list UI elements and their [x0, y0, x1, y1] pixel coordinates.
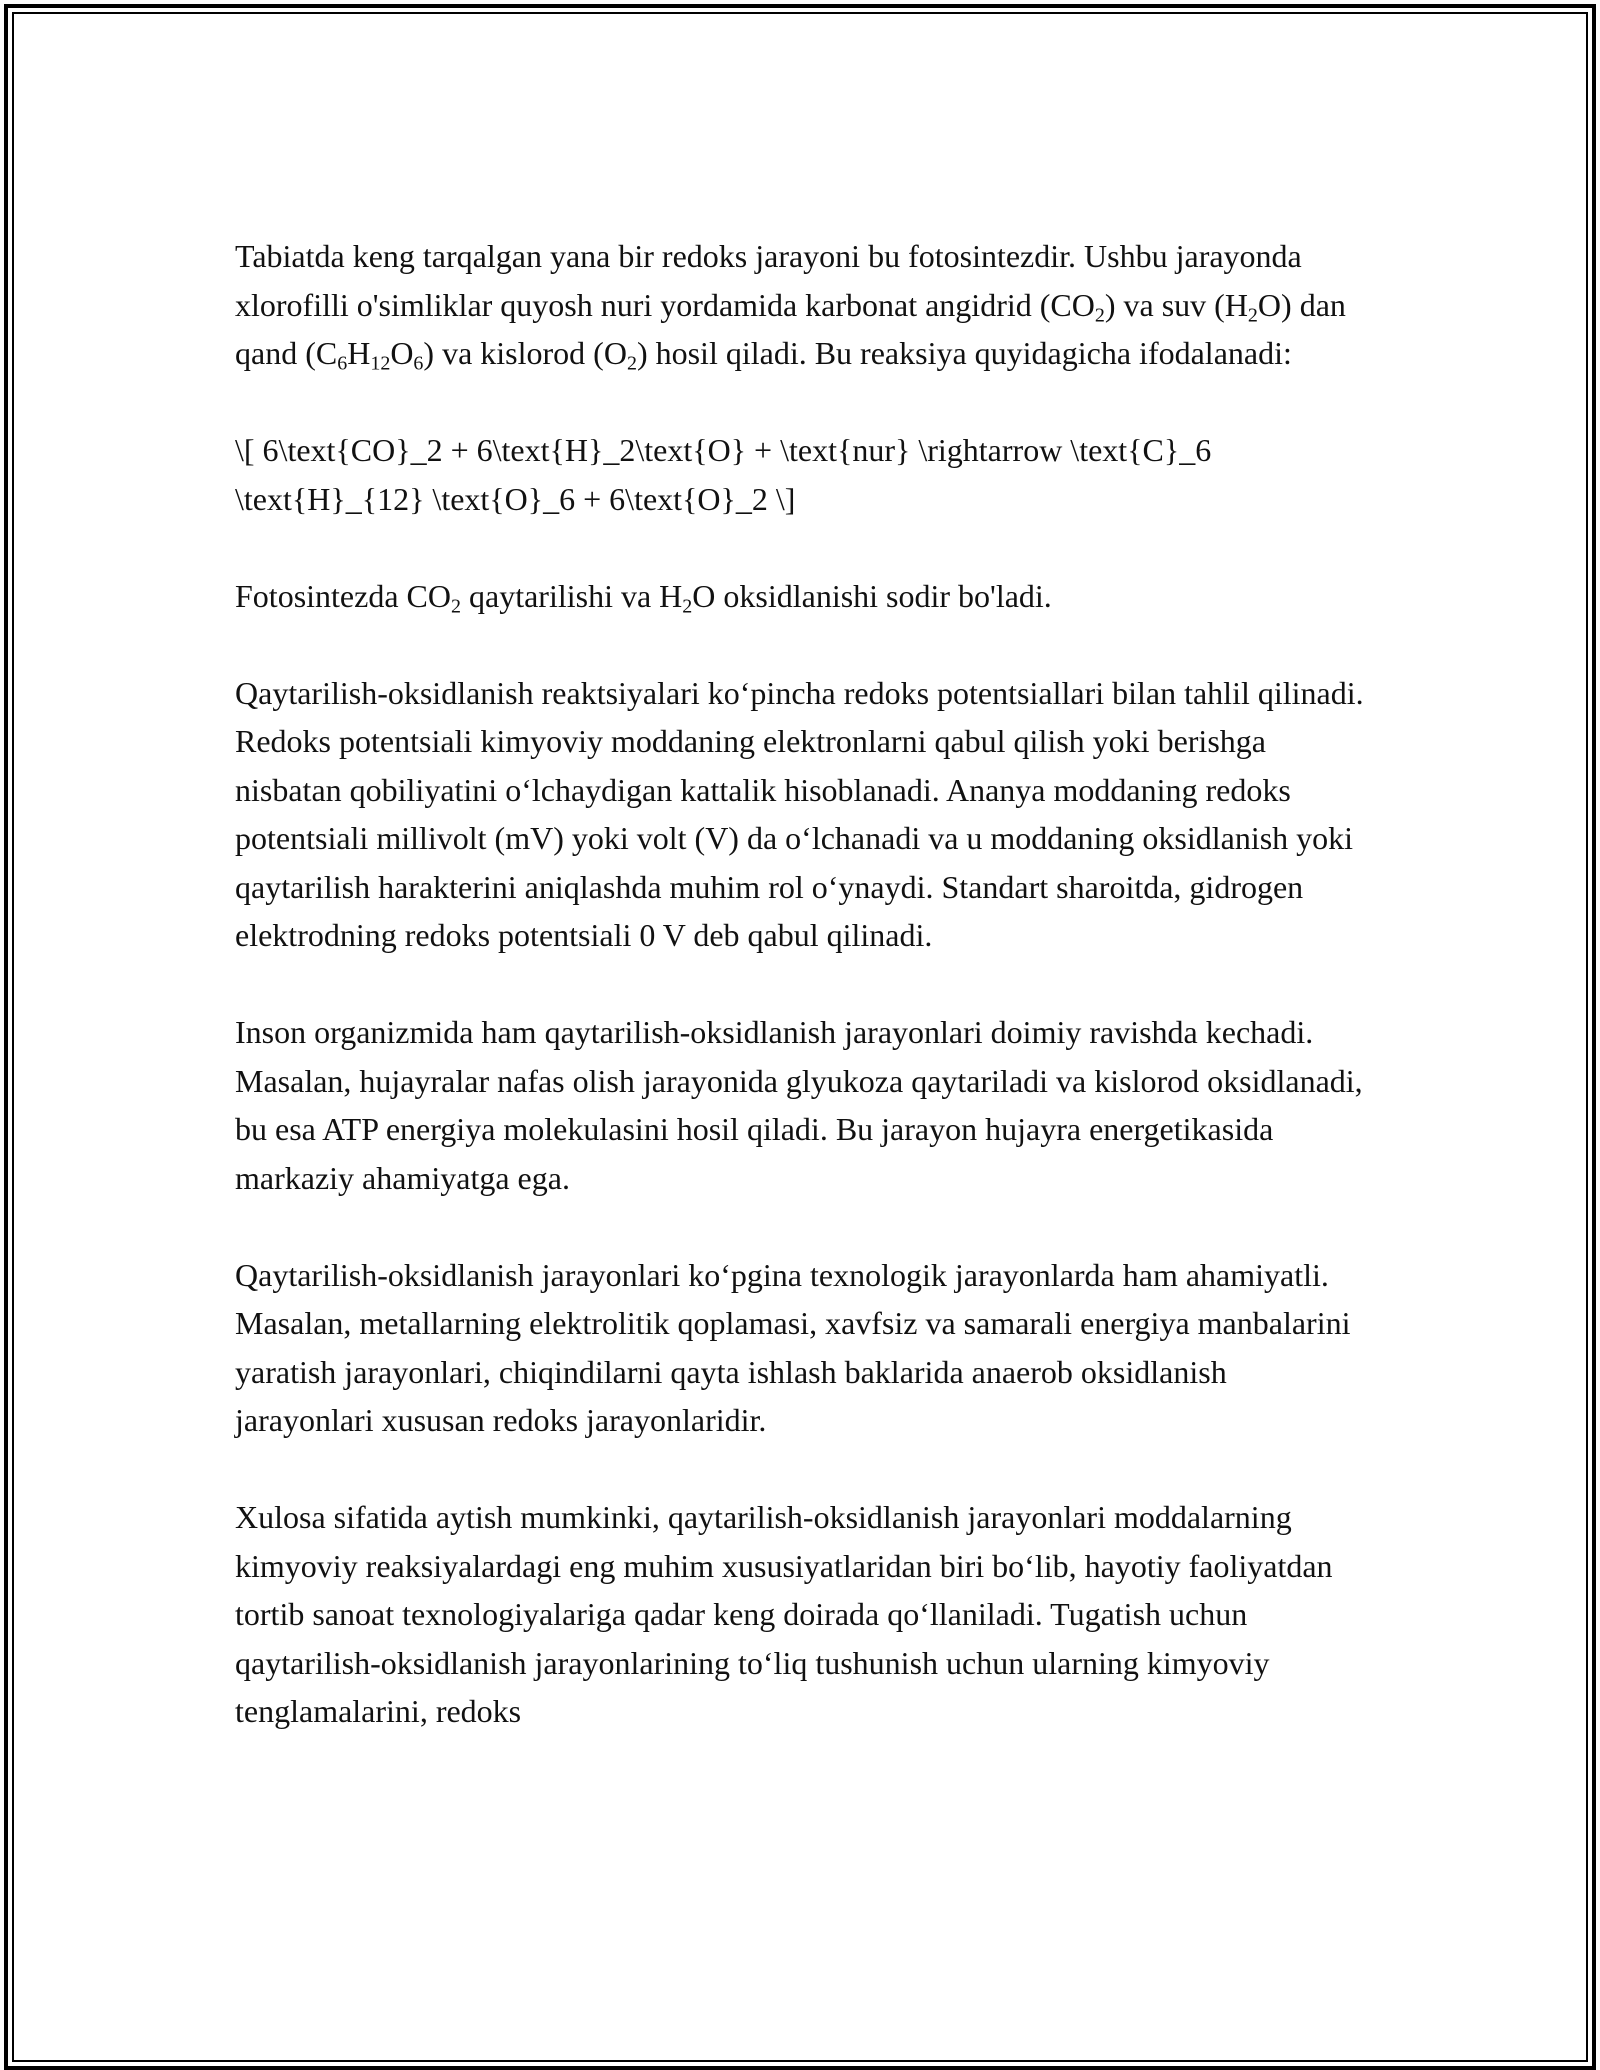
paragraph-conclusion: Xulosa sifatida aytish mumkinki, qaytarilish-oksidlanish jarayonlari moddalarning kimyoviy reaksiyalardagi eng muhim xususiyatlaridan biri bo‘lib, hayotiy faoliyatdan tortib sanoat texnologiyalariga qadar keng doirada qo‘llaniladi. Tugatish uchun qaytarilish-oksidlanish jarayonlarining to‘liq tushunish uchun ularning kimyoviy tenglamalarini, redoks	[235, 1499, 1333, 1729]
text-run: O oksidlanishi sodir bo'ladi.	[692, 577, 1052, 614]
subscript: 2	[626, 352, 637, 375]
paragraph-technology: Qaytarilish-oksidlanish jarayonlari ko‘pgina texnologik jarayonlarda ham ahamiyatli. Masalan, metallarning elektrolitik qoplamasi, xavfsiz va samarali energiya manbalarini yaratish jarayonlari, chiqindilarni qayta ishlash baklarida anaerob oksidlanish jarayonlari xususan redoks jarayonlaridir.	[235, 1256, 1351, 1438]
text-run: O) dan qand (C	[235, 286, 1346, 371]
paragraph-redox-potentials: Qaytarilish-oksidlanish reaktsiyalari ko‘pincha redoks potentsiallari bilan tahlil qilinadi. Redoks potentsiali kimyoviy moddaning elektronlarni qabul qilish yoki berishga nisbatan qobiliyatini o‘lchaydigan kattalik hisoblanadi. Ananya moddaning redoks potentsiali millivolt (mV) yoki volt (V) da o‘lchanadi va u moddaning oksidlanish yoki qaytarilish harakterini aniqlashda muhim rol o‘ynaydi. Standart sharoitda, gidrogen elektrodning redoks potentsiali 0 V deb qabul qilinadi.	[235, 674, 1364, 953]
paragraph-human-body: Inson organizmida ham qaytarilish-oksidlanish jarayonlari doimiy ravishda kechadi. Masalan, hujayralar nafas olish jarayonida glyukoza qaytariladi va kislorod oksidlanadi, bu esa ATP energiya molekulasini hosil qiladi. Bu jarayon hujayra energetikasida markaziy ahamiyatga ega.	[235, 1014, 1363, 1196]
text-run: ) hosil qiladi. Bu reaksiya quyidagicha ifodalanadi:	[636, 335, 1292, 371]
subscript: 6	[413, 352, 424, 375]
subscript: 6	[337, 352, 348, 375]
text-run: ) va kislorod (O	[423, 335, 627, 371]
subscript: 12	[370, 352, 391, 375]
paragraph-photosynthesis-summary	[235, 572, 1365, 621]
text-run: O	[390, 335, 414, 371]
text-run: Fotosintezda CO	[235, 577, 451, 614]
text-run: qaytarilishi va H	[460, 577, 683, 614]
text-run: H	[347, 335, 371, 371]
document-body	[235, 232, 1365, 1784]
subscript: 2	[682, 595, 693, 618]
subscript: 2	[1094, 304, 1105, 327]
text-run: ) va suv (H	[1104, 286, 1248, 323]
text-run: Tabiatda keng tarqalgan yana bir redoks jarayoni bu fotosintezdir. Ushbu jarayonda xlorofilli o'simliklar quyosh nuri yordamida karbonat angidrid (CO	[235, 238, 1302, 323]
subscript: 2	[450, 595, 461, 618]
subscript: 2	[1247, 304, 1258, 327]
paragraph-photosynthesis-intro	[235, 232, 1365, 378]
paragraph-equation-latex: \[ 6\text{CO}_2 + 6\text{H}_2\text{O} + \text{nur} \rightarrow \text{C}_6 \text{H}_{12} \text{O}_6 + 6\text{O}_2 \]	[235, 432, 1212, 517]
